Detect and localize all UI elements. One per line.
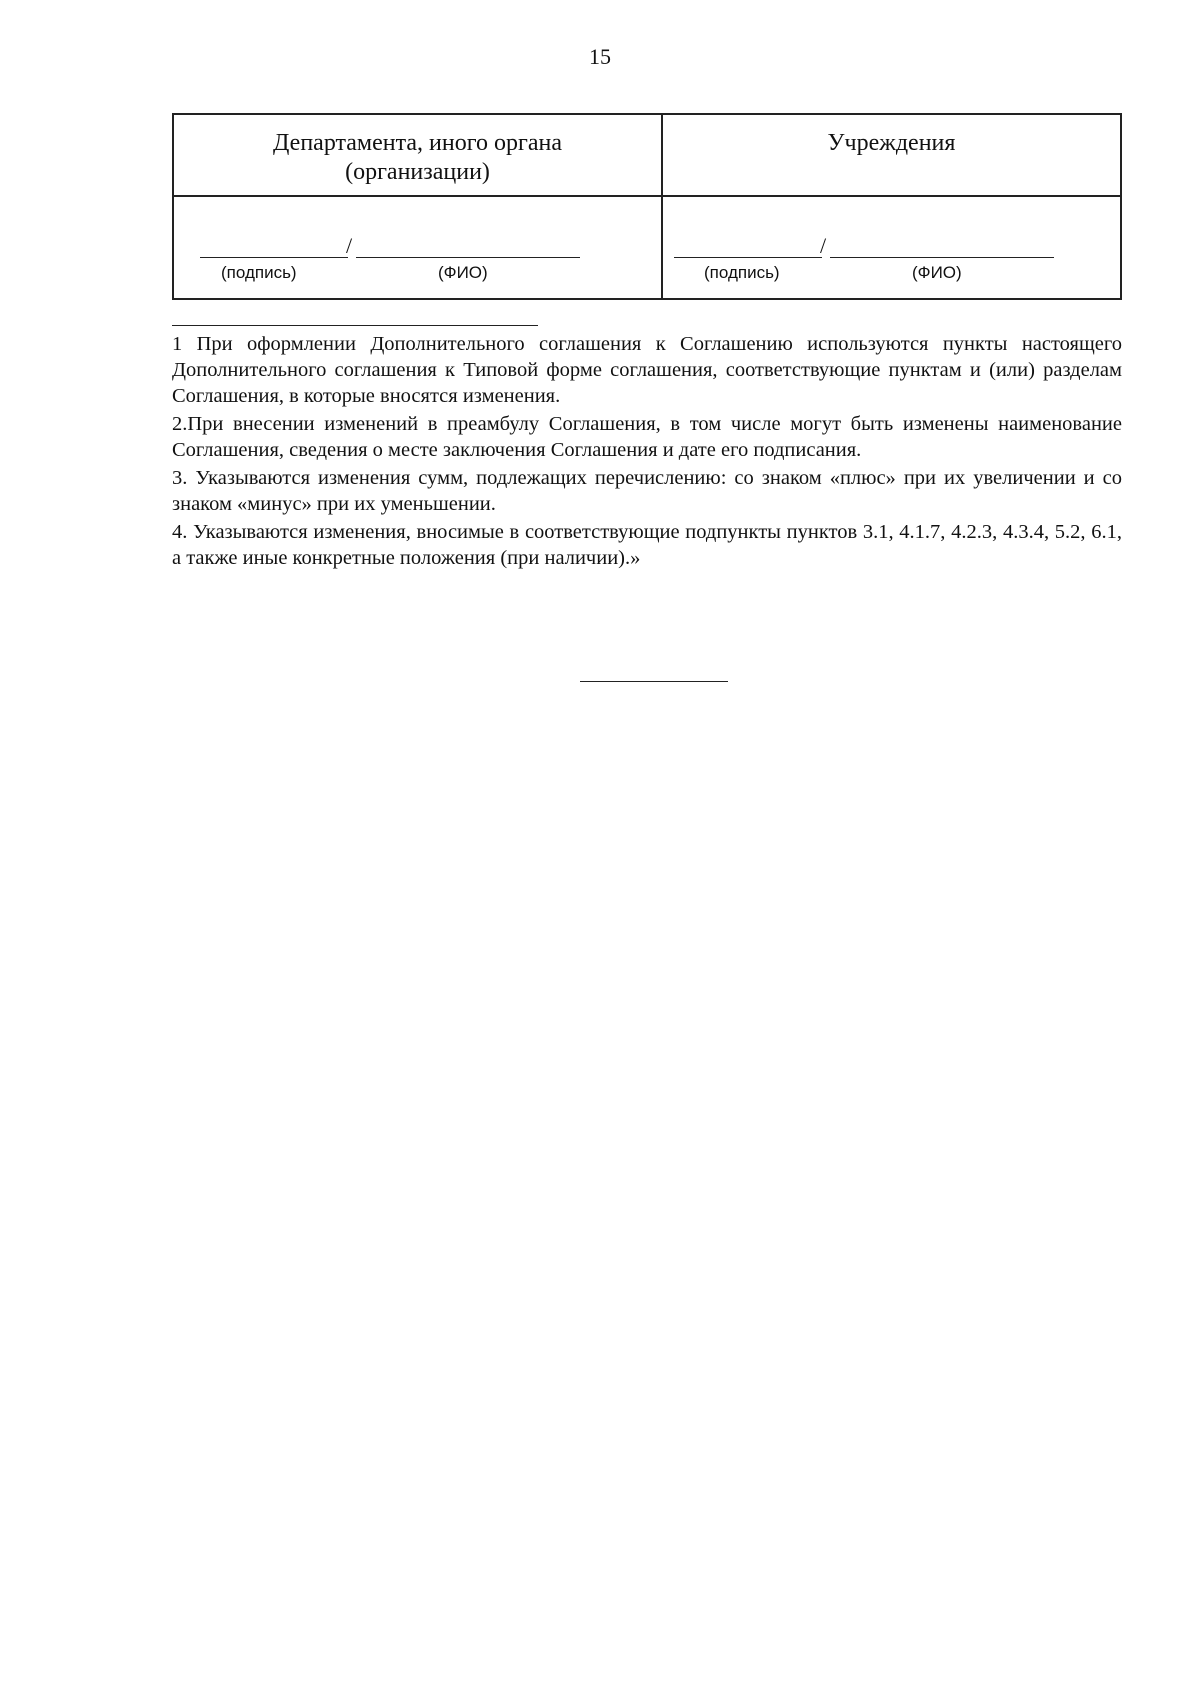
footnotes [172, 331, 1122, 573]
page-number: 15 [589, 44, 611, 69]
signature-line [674, 257, 822, 258]
name-line [830, 257, 1054, 258]
footnote-4: 4. Указываются изменения, вносимые в соответствующие подпункты пунктов 3.1, 4.1.7, 4.2.3, 4.3.4, 5.2, 6.1, а также иные конкретные положения (при наличии).» [172, 521, 1122, 569]
signature-slash: / [346, 233, 353, 258]
table-divider-horizontal [174, 195, 1120, 197]
name-line [356, 257, 580, 258]
footnote-3: 3. Указываются изменения сумм, подлежащих перечислению: со знаком «плюс» при их увеличении и со знаком «минус» при их уменьшении. [172, 467, 1122, 515]
name-caption: (ФИО) [438, 263, 488, 282]
signature-caption: (подпись) [221, 263, 297, 282]
header-department-line2: (организации) [345, 159, 490, 185]
header-department-line1: Департамента, иного органа [273, 130, 562, 156]
signature-slash: / [820, 233, 827, 258]
signature-caption: (подпись) [704, 263, 780, 282]
header-department [174, 129, 661, 187]
signature-block-department [200, 235, 580, 297]
signature-table [172, 113, 1122, 300]
name-caption: (ФИО) [912, 263, 962, 282]
signature-block-institution [674, 235, 1074, 297]
header-institution [663, 129, 1120, 158]
signature-line [200, 257, 348, 258]
end-of-document-rule [580, 681, 728, 682]
footnote-1: 1 При оформлении Дополнительного соглашения к Соглашению используются пункты настоящего Дополнительного соглашения к Типовой форме соглашения, соответствующие пунктам и (или) разделам Соглашения, в которые вносятся изменения. [172, 333, 1122, 407]
header-institution-line1: Учреждения [827, 130, 956, 156]
footnote-separator [172, 325, 538, 326]
footnote-2: 2.При внесении изменений в преамбулу Соглашения, в том числе могут быть изменены наименование Соглашения, сведения о месте заключения Соглашения и дате его подписания. [172, 413, 1122, 461]
